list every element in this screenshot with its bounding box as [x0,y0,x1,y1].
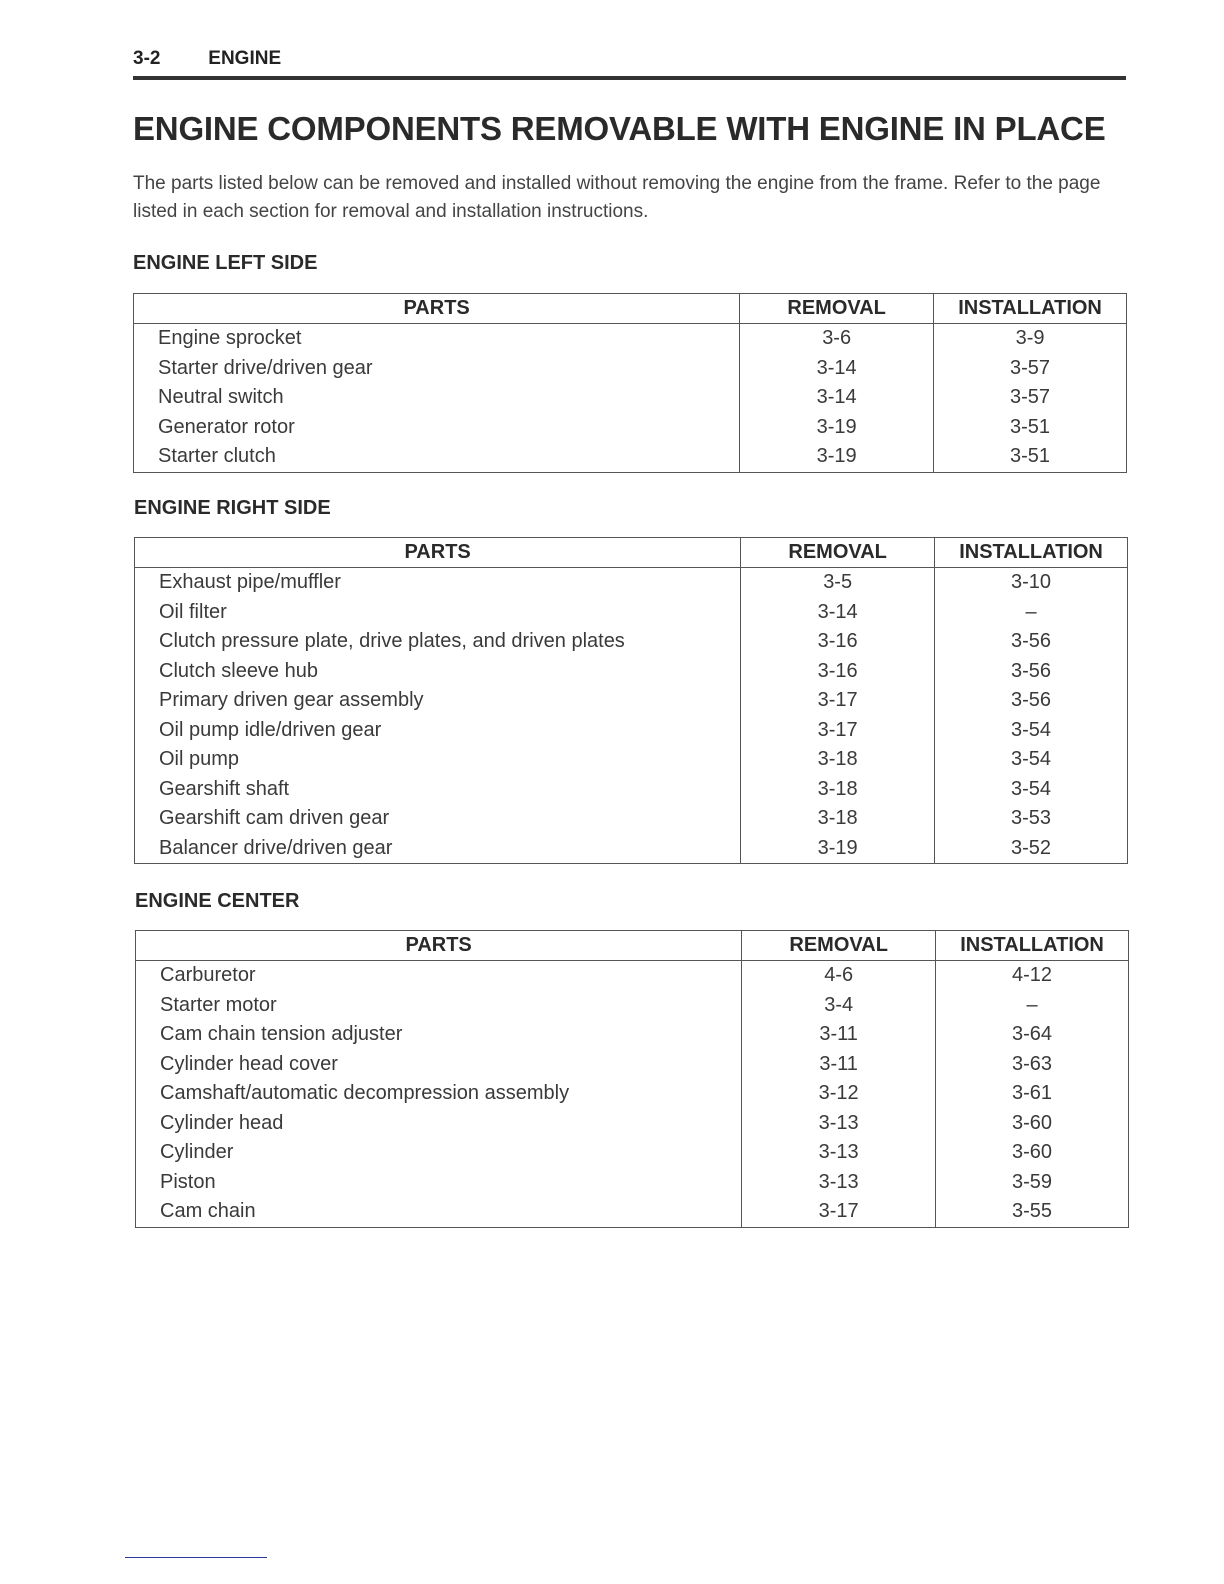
installation-page: 3-54 [1011,748,1052,771]
installation-page: 4-12 [1012,964,1053,987]
table-row [136,1050,1129,1080]
installation-page: 3-61 [1012,1082,1053,1105]
removal-page: 3-16 [741,627,935,657]
removal-page: 3-18 [741,775,935,805]
installation-page: 3-60 [1012,1141,1053,1164]
table-row [135,627,1128,657]
part-name: Exhaust pipe/muffler [135,568,741,598]
removal-page: 3-14 [741,598,935,628]
installation-page: 3-57 [1010,356,1051,379]
part-name: Cam chain tension adjuster [136,1020,742,1050]
part-name: Gearshift cam driven gear [135,804,741,834]
installation-page: 3-54 [1011,718,1052,741]
removal-page: 3-17 [742,1197,936,1227]
part-name: Oil filter [135,598,741,628]
footer-rule [125,1557,267,1558]
installation-page: 3-64 [1012,1023,1053,1046]
page-header [133,48,1126,74]
table-row [134,413,1127,443]
removal-page: 3-4 [742,991,936,1021]
table-row [136,1168,1129,1198]
removal-page: 3-13 [742,1109,936,1139]
removal-page: 3-12 [742,1079,936,1109]
parts-table-center [135,930,1129,1228]
installation-page: 3-51 [1010,445,1051,468]
removal-page: 3-13 [742,1138,936,1168]
part-name: Engine sprocket [134,324,740,354]
installation-page: – [1025,600,1037,623]
table-row [135,834,1128,864]
removal-page: 3-11 [742,1020,936,1050]
column-header-parts: PARTS [134,294,740,324]
parts-table-right-side [134,537,1128,864]
table-header-row [136,931,1129,961]
table-row [135,657,1128,687]
table-row [134,442,1127,472]
column-header-removal: REMOVAL [742,931,936,961]
installation-page: 3-56 [1011,630,1052,653]
table-row [136,1197,1129,1227]
table-row [136,1138,1129,1168]
part-name: Oil pump [135,745,741,775]
table-row [134,354,1127,384]
table-header-row [135,538,1128,568]
part-name: Neutral switch [134,383,740,413]
installation-page: – [1026,993,1038,1016]
table-row [134,324,1127,354]
installation-page: 3-51 [1010,415,1051,438]
column-header-parts: PARTS [135,538,741,568]
removal-page: 3-14 [740,383,934,413]
table-header-row [134,294,1127,324]
removal-page: 3-17 [741,716,935,746]
part-name: Cylinder [136,1138,742,1168]
table-row [135,804,1128,834]
removal-page: 3-14 [740,354,934,384]
installation-page: 3-56 [1011,689,1052,712]
intro-paragraph: The parts listed below can be removed and installed without removing the engine from the frame. Refer to the page listed in each section for removal and installation instructions. [133,173,1101,222]
column-header-removal: REMOVAL [741,538,935,568]
part-name: Starter clutch [134,442,740,472]
section-heading-center: ENGINE CENTER [135,890,300,912]
removal-page: 3-6 [740,324,934,354]
installation-page: 3-55 [1012,1200,1053,1223]
column-header-installation: INSTALLATION [934,294,1127,324]
removal-page: 3-16 [741,657,935,687]
part-name: Camshaft/automatic decompression assembly [136,1079,742,1109]
installation-page: 3-54 [1011,777,1052,800]
part-name: Clutch pressure plate, drive plates, and driven plates [135,627,741,657]
column-header-parts: PARTS [136,931,742,961]
removal-page: 3-18 [741,804,935,834]
column-header-installation: INSTALLATION [936,931,1129,961]
page-title: ENGINE COMPONENTS REMOVABLE WITH ENGINE IN PLACE [133,110,1106,147]
table-row [135,716,1128,746]
part-name: Generator rotor [134,413,740,443]
part-name: Piston [136,1168,742,1198]
parts-table-left-side [133,293,1127,473]
table-row [135,775,1128,805]
removal-page: 3-19 [740,442,934,472]
table-row [136,1020,1129,1050]
table-row [136,1079,1129,1109]
removal-page: 3-11 [742,1050,936,1080]
installation-page: 3-60 [1012,1111,1053,1134]
installation-page: 3-10 [1011,571,1052,594]
installation-page: 3-63 [1012,1052,1053,1075]
table-row [134,383,1127,413]
part-name: Balancer drive/driven gear [135,834,741,864]
table-row [136,961,1129,991]
part-name: Primary driven gear assembly [135,686,741,716]
part-name: Carburetor [136,961,742,991]
part-name: Oil pump idle/driven gear [135,716,741,746]
removal-page: 4-6 [742,961,936,991]
part-name: Cylinder head cover [136,1050,742,1080]
part-name: Cylinder head [136,1109,742,1139]
part-name: Starter drive/driven gear [134,354,740,384]
page-number: 3-2 [133,48,161,69]
part-name: Gearshift shaft [135,775,741,805]
installation-page: 3-57 [1010,386,1051,409]
section-heading-left-side: ENGINE LEFT SIDE [133,252,318,274]
installation-page: 3-9 [1015,327,1045,350]
section-heading-right-side: ENGINE RIGHT SIDE [134,497,331,519]
removal-page: 3-19 [741,834,935,864]
table-row [135,745,1128,775]
removal-page: 3-17 [741,686,935,716]
table-row [135,598,1128,628]
installation-page: 3-53 [1011,807,1052,830]
table-row [135,686,1128,716]
part-name: Clutch sleeve hub [135,657,741,687]
column-header-removal: REMOVAL [740,294,934,324]
installation-page: 3-52 [1011,836,1052,859]
removal-page: 3-13 [742,1168,936,1198]
part-name: Starter motor [136,991,742,1021]
removal-page: 3-5 [741,568,935,598]
table-row [136,1109,1129,1139]
table-row [136,991,1129,1021]
column-header-installation: INSTALLATION [935,538,1128,568]
header-rule [133,76,1126,80]
installation-page: 3-56 [1011,659,1052,682]
part-name: Cam chain [136,1197,742,1227]
chapter-name: ENGINE [208,48,282,69]
removal-page: 3-18 [741,745,935,775]
removal-page: 3-19 [740,413,934,443]
installation-page: 3-59 [1012,1170,1053,1193]
table-row [135,568,1128,598]
